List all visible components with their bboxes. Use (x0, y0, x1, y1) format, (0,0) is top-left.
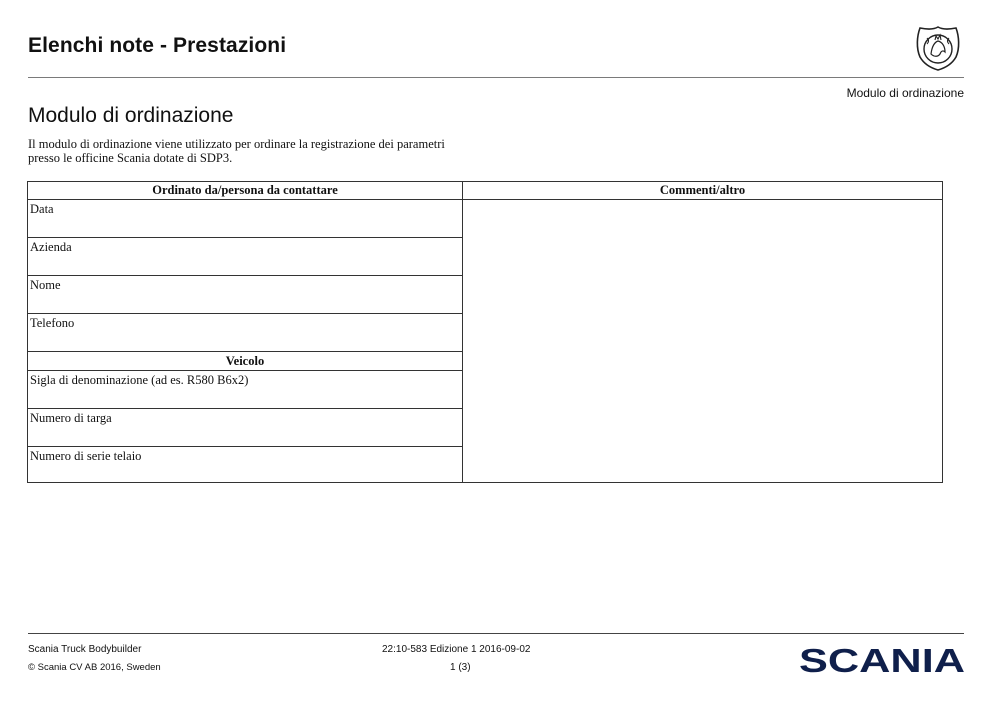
intro-paragraph (28, 137, 488, 165)
scania-wordmark-logo (798, 646, 966, 674)
page-header-title: Elenchi note - Prestazioni (28, 34, 287, 57)
field-registration-number[interactable]: Numero di targa (28, 409, 462, 447)
footer-publisher: Scania Truck Bodybuilder (28, 644, 142, 655)
section-label: Modulo di ordinazione (846, 86, 964, 100)
footer-divider (28, 633, 964, 634)
footer-doc-reference: 22:10-583 Edizione 1 2016-09-02 (382, 644, 531, 655)
field-type-designation[interactable]: Sigla di denominazione (ad es. R580 B6x2) (28, 371, 462, 409)
scania-wordmark-text: SCANIA (799, 646, 965, 674)
order-form-table (27, 181, 943, 483)
comments-column (463, 182, 942, 200)
field-chassis-number[interactable]: Numero di serie telaio (30, 449, 142, 463)
ordered-by-header: Ordinato da/persona da contattare (28, 182, 462, 200)
scania-griffin-icon (913, 24, 963, 72)
footer-copyright: © Scania CV AB 2016, Sweden (28, 662, 161, 673)
field-company[interactable]: Azienda (28, 238, 462, 276)
vehicle-header: Veicolo (28, 352, 462, 371)
comments-header: Commenti/altro (463, 182, 942, 200)
field-date[interactable]: Data (28, 200, 462, 238)
header-divider (28, 77, 964, 78)
comments-area[interactable] (463, 200, 942, 482)
intro-line-2: presso le officine Scania dotate di SDP3. (28, 151, 233, 165)
intro-line-1: Il modulo di ordinazione viene utilizzato per ordinare la registrazione dei parametri (28, 137, 445, 151)
contact-vehicle-column (28, 182, 463, 482)
footer-page-number: 1 (3) (450, 662, 471, 673)
document-title: Modulo di ordinazione (28, 104, 234, 127)
field-name[interactable]: Nome (28, 276, 462, 314)
field-phone[interactable]: Telefono (28, 314, 462, 352)
